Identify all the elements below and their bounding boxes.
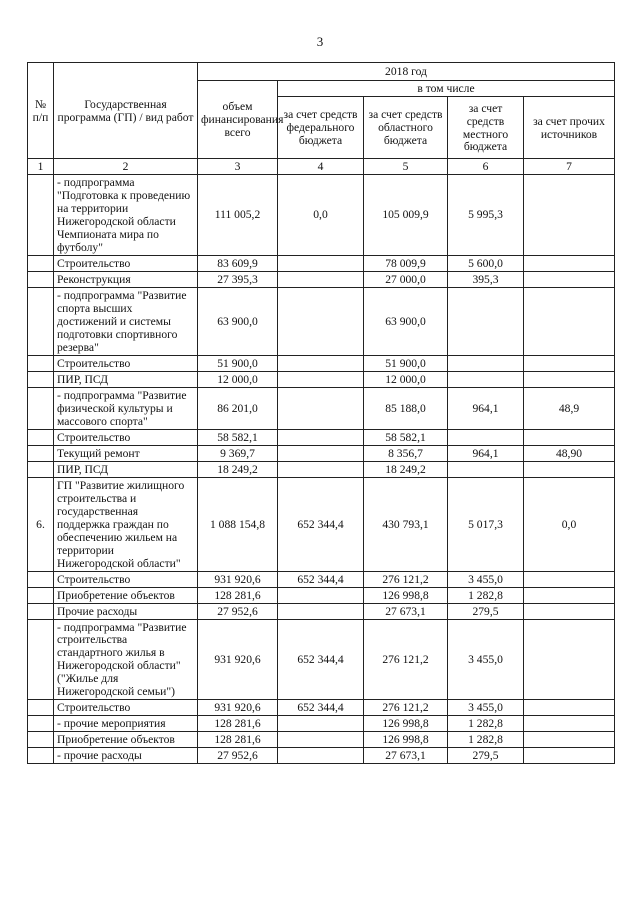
row-federal [278, 716, 364, 732]
header-total: объем финансирования всего [198, 81, 278, 159]
row-other [524, 619, 615, 700]
header-including: в том числе [278, 81, 615, 97]
row-other [524, 255, 615, 271]
row-other [524, 429, 615, 445]
row-other [524, 355, 615, 371]
table-row [28, 271, 615, 287]
row-name: Приобретение объектов [54, 732, 198, 748]
row-total: 86 201,0 [198, 387, 278, 429]
row-total: 9 369,7 [198, 445, 278, 461]
row-local: 279,5 [448, 603, 524, 619]
table-row [28, 571, 615, 587]
row-federal [278, 445, 364, 461]
table-row [28, 716, 615, 732]
row-federal [278, 587, 364, 603]
row-name: ГП "Развитие жилищного строительства и государственная поддержка граждан по обеспечению жильем на территории Нижегородской области" [54, 477, 198, 571]
table-row [28, 445, 615, 461]
row-number [28, 461, 54, 477]
row-other [524, 371, 615, 387]
row-name: Реконструкция [54, 271, 198, 287]
row-name: Прочие расходы [54, 603, 198, 619]
table-row [28, 700, 615, 716]
row-local: 5 017,3 [448, 477, 524, 571]
row-local [448, 429, 524, 445]
table-row [28, 477, 615, 571]
row-other: 48,90 [524, 445, 615, 461]
row-regional: 78 009,9 [364, 255, 448, 271]
row-name: Приобретение объектов [54, 587, 198, 603]
row-total: 12 000,0 [198, 371, 278, 387]
row-regional: 105 009,9 [364, 174, 448, 255]
row-federal [278, 429, 364, 445]
row-regional: 276 121,2 [364, 571, 448, 587]
row-other [524, 700, 615, 716]
row-federal [278, 387, 364, 429]
table-row [28, 603, 615, 619]
financing-table [27, 62, 615, 764]
table-row [28, 429, 615, 445]
row-total: 83 609,9 [198, 255, 278, 271]
row-other [524, 461, 615, 477]
row-local: 279,5 [448, 748, 524, 764]
row-total: 931 920,6 [198, 619, 278, 700]
row-local: 5 600,0 [448, 255, 524, 271]
row-regional: 51 900,0 [364, 355, 448, 371]
row-regional: 58 582,1 [364, 429, 448, 445]
table-row [28, 287, 615, 355]
row-federal: 652 344,4 [278, 700, 364, 716]
row-total: 18 249,2 [198, 461, 278, 477]
row-number: 6. [28, 477, 54, 571]
row-total: 27 952,6 [198, 603, 278, 619]
row-federal: 652 344,4 [278, 477, 364, 571]
table-row [28, 619, 615, 700]
row-number [28, 371, 54, 387]
row-federal: 0,0 [278, 174, 364, 255]
table-row [28, 174, 615, 255]
row-federal [278, 355, 364, 371]
row-local: 964,1 [448, 445, 524, 461]
row-number [28, 619, 54, 700]
row-local [448, 461, 524, 477]
row-local: 1 282,8 [448, 732, 524, 748]
row-regional: 27 000,0 [364, 271, 448, 287]
column-number: 2 [54, 159, 198, 175]
row-number [28, 445, 54, 461]
row-name: - подпрограмма "Развитие спорта высших достижений и системы подготовки спортивного резерва" [54, 287, 198, 355]
row-total: 58 582,1 [198, 429, 278, 445]
row-number [28, 429, 54, 445]
row-number [28, 287, 54, 355]
row-number [28, 387, 54, 429]
table-row [28, 255, 615, 271]
page-number: 3 [316, 34, 324, 49]
row-other [524, 174, 615, 255]
row-name: Строительство [54, 571, 198, 587]
row-regional: 430 793,1 [364, 477, 448, 571]
row-name: Строительство [54, 700, 198, 716]
row-local: 3 455,0 [448, 571, 524, 587]
row-number [28, 587, 54, 603]
table-row [28, 355, 615, 371]
row-total: 128 281,6 [198, 732, 278, 748]
header-regional: за счет средств областного бюджета [364, 97, 448, 159]
row-other [524, 732, 615, 748]
row-other [524, 716, 615, 732]
row-local [448, 371, 524, 387]
row-name: - прочие мероприятия [54, 716, 198, 732]
row-number [28, 603, 54, 619]
row-total: 63 900,0 [198, 287, 278, 355]
row-total: 128 281,6 [198, 716, 278, 732]
table-row [28, 587, 615, 603]
table-row [28, 732, 615, 748]
row-federal [278, 255, 364, 271]
row-federal [278, 748, 364, 764]
row-regional: 276 121,2 [364, 619, 448, 700]
row-other [524, 287, 615, 355]
row-other [524, 748, 615, 764]
table-row [28, 461, 615, 477]
row-local: 3 455,0 [448, 619, 524, 700]
row-other [524, 603, 615, 619]
row-regional: 18 249,2 [364, 461, 448, 477]
row-regional: 27 673,1 [364, 748, 448, 764]
row-name: ПИР, ПСД [54, 371, 198, 387]
row-number [28, 732, 54, 748]
row-total: 931 920,6 [198, 571, 278, 587]
row-number [28, 174, 54, 255]
row-total: 27 395,3 [198, 271, 278, 287]
row-federal [278, 287, 364, 355]
table-body [28, 174, 615, 763]
row-name: Текущий ремонт [54, 445, 198, 461]
row-name: - подпрограмма "Подготовка к проведению на территории Нижегородской области Чемпионата мира по футболу" [54, 174, 198, 255]
row-local [448, 287, 524, 355]
row-number [28, 271, 54, 287]
header-no: № п/п [28, 63, 54, 159]
row-federal [278, 732, 364, 748]
row-regional: 276 121,2 [364, 700, 448, 716]
row-name: - подпрограмма "Развитие строительства стандартного жилья в Нижегородской области" ("Жилье для Нижегородской семьи") [54, 619, 198, 700]
row-other: 0,0 [524, 477, 615, 571]
column-number: 3 [198, 159, 278, 175]
row-local: 3 455,0 [448, 700, 524, 716]
row-name: - прочие расходы [54, 748, 198, 764]
header-year: 2018 год [198, 63, 615, 81]
row-federal: 652 344,4 [278, 619, 364, 700]
table-row [28, 387, 615, 429]
column-number: 1 [28, 159, 54, 175]
row-total: 27 952,6 [198, 748, 278, 764]
row-regional: 126 998,8 [364, 587, 448, 603]
row-federal [278, 371, 364, 387]
row-local: 395,3 [448, 271, 524, 287]
column-number: 6 [448, 159, 524, 175]
row-regional: 27 673,1 [364, 603, 448, 619]
row-other [524, 271, 615, 287]
row-number [28, 716, 54, 732]
table-row [28, 748, 615, 764]
row-local [448, 355, 524, 371]
row-regional: 8 356,7 [364, 445, 448, 461]
row-regional: 85 188,0 [364, 387, 448, 429]
row-number [28, 355, 54, 371]
row-total: 1 088 154,8 [198, 477, 278, 571]
row-name: - подпрограмма "Развитие физической культуры и массового спорта" [54, 387, 198, 429]
row-other [524, 587, 615, 603]
row-name: Строительство [54, 255, 198, 271]
row-local: 964,1 [448, 387, 524, 429]
row-regional: 63 900,0 [364, 287, 448, 355]
row-other [524, 571, 615, 587]
header-program: Государственная программа (ГП) / вид работ [54, 63, 198, 159]
column-number: 7 [524, 159, 615, 175]
row-total: 51 900,0 [198, 355, 278, 371]
row-name: Строительство [54, 429, 198, 445]
row-federal [278, 603, 364, 619]
row-local: 1 282,8 [448, 716, 524, 732]
row-federal [278, 271, 364, 287]
row-number [28, 571, 54, 587]
column-number: 5 [364, 159, 448, 175]
row-regional: 12 000,0 [364, 371, 448, 387]
row-number [28, 748, 54, 764]
row-federal: 652 344,4 [278, 571, 364, 587]
row-local: 5 995,3 [448, 174, 524, 255]
header-local: за счет средств местного бюджета [448, 97, 524, 159]
row-local: 1 282,8 [448, 587, 524, 603]
row-total: 111 005,2 [198, 174, 278, 255]
row-name: Строительство [54, 355, 198, 371]
row-federal [278, 461, 364, 477]
row-other: 48,9 [524, 387, 615, 429]
row-number [28, 255, 54, 271]
column-number: 4 [278, 159, 364, 175]
table-row [28, 371, 615, 387]
row-total: 931 920,6 [198, 700, 278, 716]
row-number [28, 700, 54, 716]
header-federal: за счет средств федерального бюджета [278, 97, 364, 159]
row-total: 128 281,6 [198, 587, 278, 603]
header-other: за счет прочих источников [524, 97, 615, 159]
row-regional: 126 998,8 [364, 732, 448, 748]
row-name: ПИР, ПСД [54, 461, 198, 477]
row-regional: 126 998,8 [364, 716, 448, 732]
